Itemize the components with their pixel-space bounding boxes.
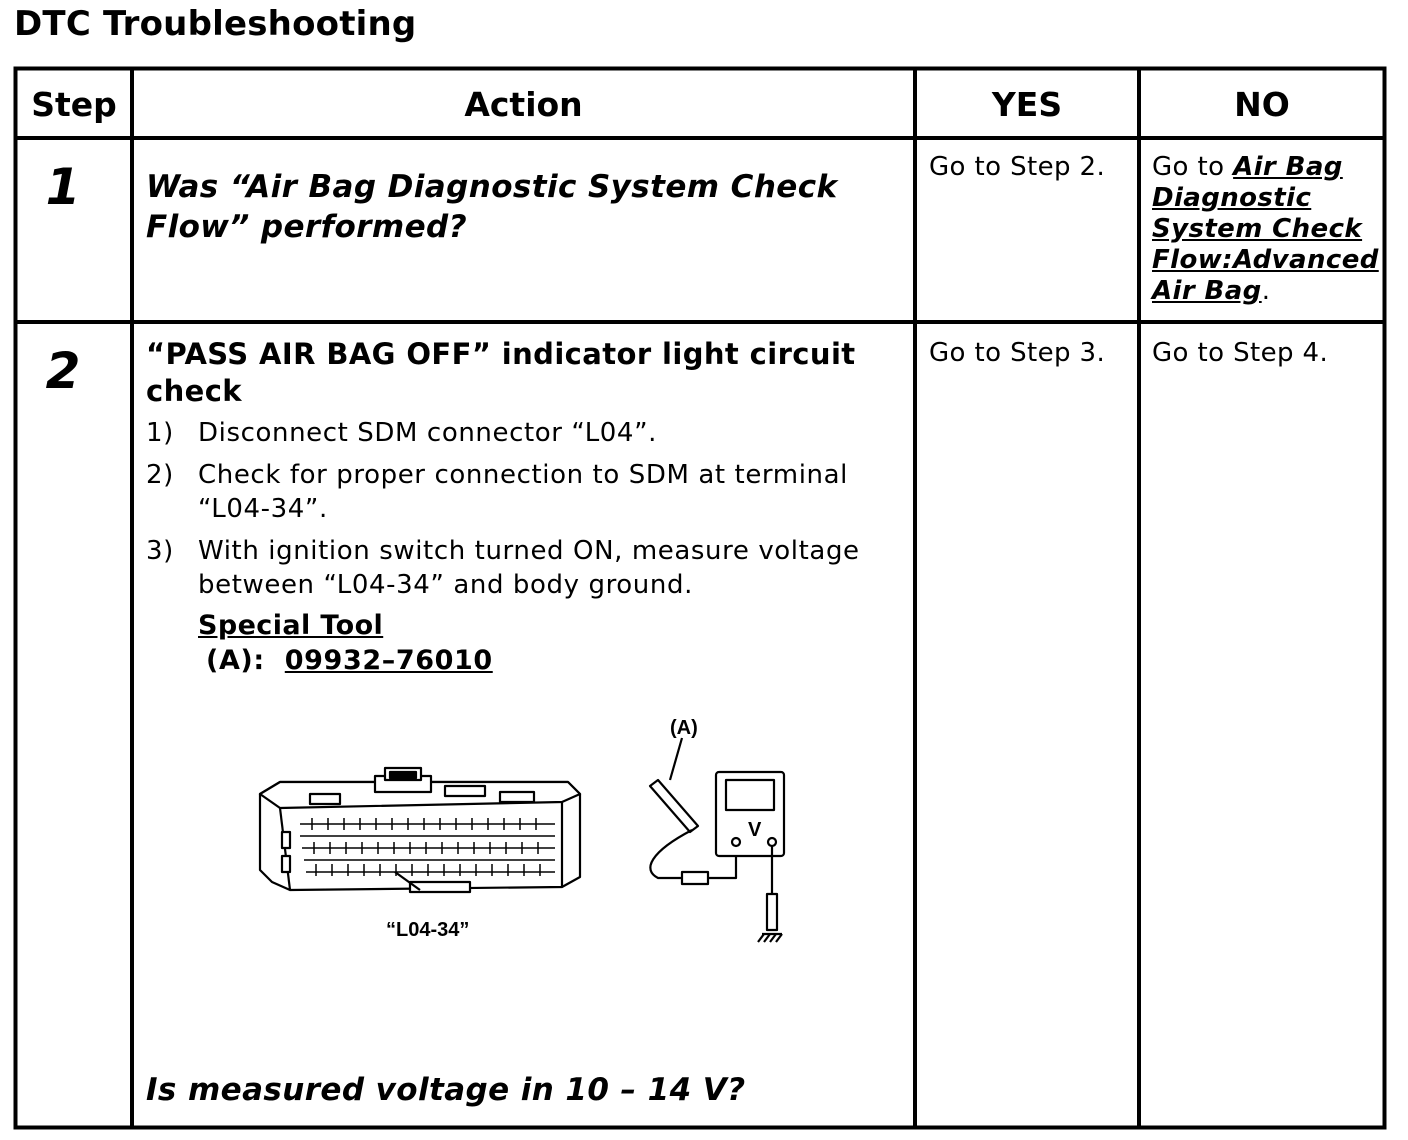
substep-text: With ignition switch turned ON, measure voltage between “L04-34” and body ground. <box>198 536 860 600</box>
yes-result: Go to Step 2. <box>929 152 1106 182</box>
terminal-callout-label: “L04-34” <box>386 919 470 941</box>
special-tool-label: Special Tool <box>198 610 384 641</box>
header-action: Action <box>464 84 583 124</box>
special-tool-block <box>146 610 906 676</box>
air-bag-check-flow-link[interactable]: Air Bag Diagnostic System Check Flow:Advanced Air Bag <box>1152 152 1379 306</box>
page-title: DTC Troubleshooting <box>14 4 417 44</box>
list-item <box>146 416 906 450</box>
header-no: NO <box>1234 84 1290 124</box>
figure-svg <box>250 712 810 952</box>
step-number: 2 <box>45 342 81 400</box>
no-result: Go to Step 4. <box>1152 338 1329 368</box>
meter-symbol: V <box>748 819 762 841</box>
special-tool-line <box>198 645 906 676</box>
header-step: Step <box>31 84 117 124</box>
list-item <box>146 458 906 526</box>
substep-text: Disconnect SDM connector “L04”. <box>198 418 658 448</box>
ground-icon <box>758 934 782 942</box>
substep-number: 3) <box>146 536 174 566</box>
yes-result: Go to Step 3. <box>929 338 1106 368</box>
action-question: Was “Air Bag Diagnostic System Check Flow” performed? <box>146 169 838 245</box>
substep-number: 2) <box>146 460 174 490</box>
header-yes: YES <box>991 84 1063 124</box>
no-prefix: Go to <box>1152 152 1234 182</box>
action-cell <box>146 336 906 676</box>
list-item <box>146 534 906 602</box>
substep-number: 1) <box>146 418 174 448</box>
tool-number: 09932–76010 <box>284 645 493 676</box>
no-suffix: . <box>1261 276 1271 306</box>
tool-callout-label: (A) <box>670 717 698 739</box>
no-result <box>1152 152 1378 307</box>
substep-text: Check for proper connection to SDM at terminal “L04-34”. <box>198 460 848 524</box>
figure-connector-voltmeter <box>250 712 810 952</box>
tool-ref: (A): <box>206 645 265 676</box>
voltmeter-icon <box>650 738 784 930</box>
action-heading: “PASS AIR BAG OFF” indicator light circuit check <box>146 337 856 408</box>
connector-icon <box>260 768 580 892</box>
substep-list <box>146 416 906 602</box>
action-question: Is measured voltage in 10 – 14 V? <box>146 1072 746 1108</box>
step-number: 1 <box>45 158 81 216</box>
